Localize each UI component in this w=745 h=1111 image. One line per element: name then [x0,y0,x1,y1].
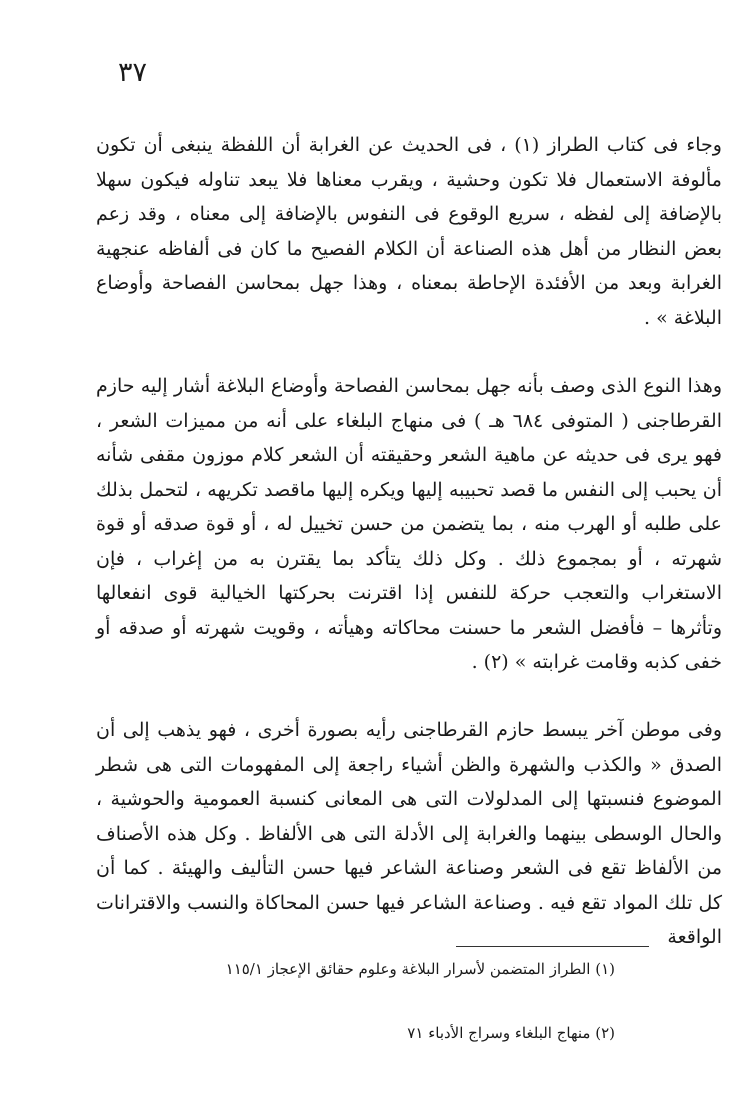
footnote-divider [456,946,649,947]
footnote-1: (١) الطراز المتضمن لأسرار البلاغة وعلوم حقائق الإعجاز ١١٥/١ [225,960,615,978]
paragraph-1: وجاء فى كتاب الطراز (١) ، فى الحديث عن الغرابة أن اللفظة ينبغى أن تكون مألوفة الاستعمال فلا تكون وحشية ، ويقرب معناها فلا يبعد تناوله فيكون سهلا بالإضافة إلى لفظه ، سريع الوقوع فى النفوس بالإضافة إلى معناه ، وقد زعم بعض النظار من أهل هذه الصناعة أن الكلام الفصيح ما كان فى ألفاظه عنجهية الغرابة وبعد من الأفئدة الإحاطة بمعناه ، وهذا جهل بمحاسن الفصاحة وأوضاع البلاغة » . [96,134,722,329]
footnote-2: (٢) منهاج البلغاء وسراج الأدباء ٧١ [407,1024,615,1042]
page-number: ٣٧ [118,57,148,88]
paragraph-2: وهذا النوع الذى وصف بأنه جهل بمحاسن الفصاحة وأوضاع البلاغة أشار إليه حازم القرطاجنى ( المتوفى ٦٨٤ هـ ) فى منهاج البلغاء على أنه من مميزات الشعر ، فهو يرى فى حديثه عن ماهية الشعر وحقيقته أن الشعر كلام موزون مقفى شأنه أن يحبب إلى النفس ما قصد تحبيبه إليها ويكره إليها ماقصد تكريهه ، لتحمل بذلك على طلبه أو الهرب منه ، بما يتضمن من حسن تخييل له ، أو قوة صدقه أو قوة شهرته ، أو بمجموع ذلك . وكل ذلك يتأكد بما يقترن به من إغراب ، فإن الاستغراب والتعجب حركة للنفس إذا اقترنت بحركتها الخيالية قوى انفعالها وتأثرها – فأفضل الشعر ما حسنت محاكاته وهيأته ، وقويت شهرته أو صدقه أو خفى كذبه وقامت غرابته » (٢) . [96,375,722,673]
paragraph-3: وفى موطن آخر يبسط حازم القرطاجنى رأيه بصورة أخرى ، فهو يذهب إلى أن الصدق « والكذب والشهرة والظن أشياء راجعة إلى المفهومات التى هى شطر الموضوع فنسبتها إلى المدلولات التى هى المعانى كنسبة العمومية والحوشية ، والحال الوسطى بينهما والغرابة إلى الأدلة التى هى الألفاظ . وكل هذه الأصناف من الألفاظ تقع فى الشعر وصناعة الشاعر فيها حسن التأليف والهيئة . كما أن كل تلك المواد تقع فيه . وصناعة الشاعر فيها حسن المحاكاة والنسب والاقترانات الواقعة [96,719,722,948]
